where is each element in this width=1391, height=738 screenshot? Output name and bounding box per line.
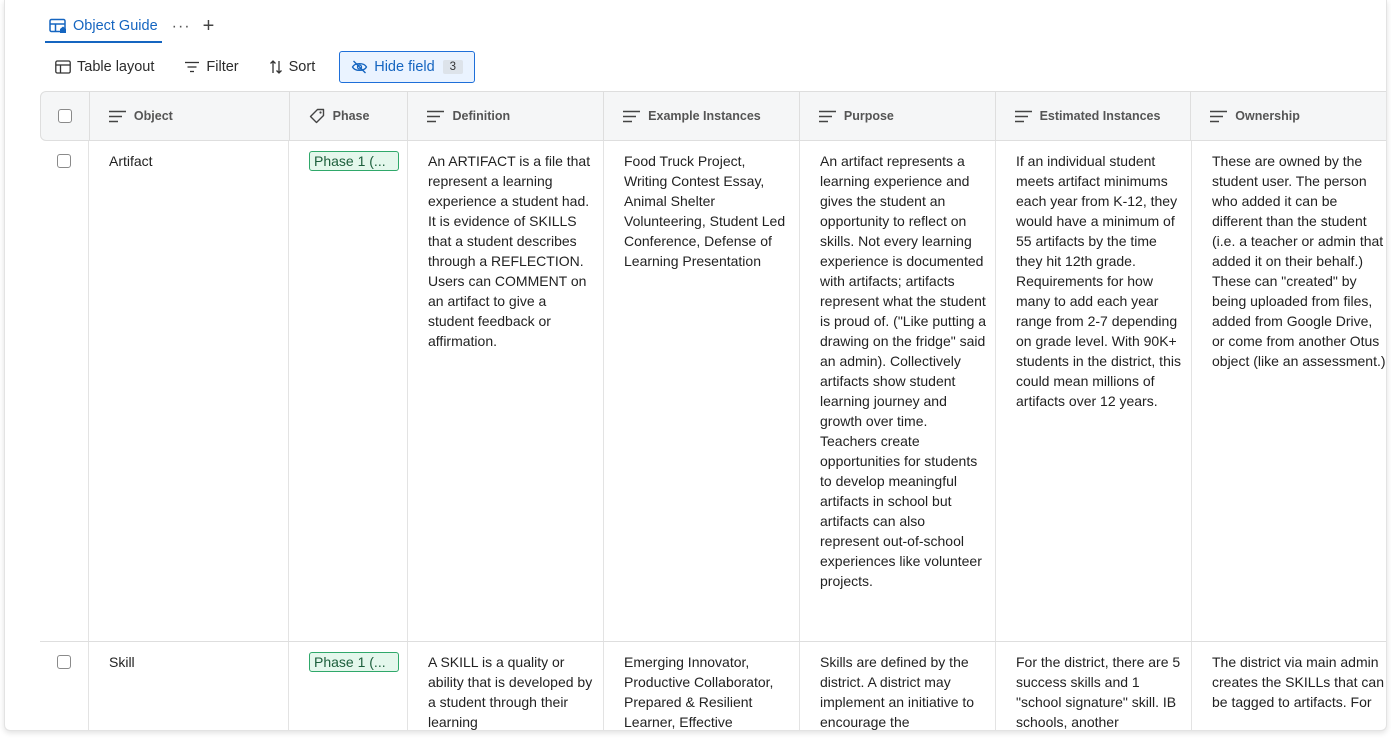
- cell-phase[interactable]: [289, 141, 408, 641]
- row-checkbox[interactable]: [57, 655, 71, 669]
- phase-tag: Phase 1 (...: [309, 652, 399, 672]
- column-label: Estimated Instances: [1039, 109, 1161, 123]
- column-header-phase[interactable]: [290, 92, 409, 140]
- cell-object[interactable]: Artifact: [89, 141, 289, 641]
- column-header-object[interactable]: [90, 92, 290, 140]
- tab-object-guide[interactable]: [45, 10, 162, 43]
- tab-more-options-icon[interactable]: ···: [171, 17, 191, 35]
- table-header: [40, 91, 1387, 141]
- column-label: Object: [133, 109, 173, 123]
- cell-definition[interactable]: A SKILL is a quality or ability that is developed by a student through their learning: [408, 642, 604, 731]
- filter-button[interactable]: [178, 51, 244, 83]
- phase-tag: Phase 1 (...: [309, 151, 399, 171]
- row-select-cell: [40, 141, 89, 641]
- sort-label: Sort: [288, 59, 316, 75]
- select-all-cell: [41, 92, 90, 140]
- text-field-icon: [109, 110, 126, 123]
- sort-icon: [269, 59, 283, 75]
- filter-icon: [184, 61, 200, 73]
- cell-estimated-instances[interactable]: If an individual student meets artifact minimums each year from K-12, they would have a minimum of 55 artifacts by the time they hit 12th grade. Requirements for how many to add each year range from 2-7 depending on grade level. With 90K+ students in the district, this could mean millions of artifacts over 12 years.: [996, 141, 1192, 641]
- column-header-estimated-instances[interactable]: [996, 92, 1192, 140]
- table-layout-icon: [55, 60, 71, 74]
- table-row[interactable]: [40, 141, 1387, 642]
- column-header-example-instances[interactable]: [604, 92, 800, 140]
- row-select-cell: [40, 642, 89, 731]
- hide-field-button[interactable]: [339, 51, 475, 83]
- text-field-icon: [1210, 110, 1227, 123]
- column-header-purpose[interactable]: [800, 92, 996, 140]
- data-table: [40, 91, 1387, 731]
- hide-field-label: Hide field: [374, 59, 435, 75]
- view-tab-bar: [45, 10, 214, 43]
- row-checkbox[interactable]: [57, 154, 71, 168]
- column-label: Ownership: [1235, 109, 1300, 123]
- cell-purpose[interactable]: An artifact represents a learning experience and gives the student an opportunity to reflect on skills. Not every learning experience is documented with artifacts; artifacts represent what the student is proud of. ("Like putting a drawing on the fridge" said an admin). Collectively artifacts show student learning journey and growth over time. Teachers create opportunities for students to develop meaningful artifacts in school but artifacts can also represent out-of-school experiences like volunteer projects.: [800, 141, 996, 641]
- text-field-icon: [427, 110, 444, 123]
- column-label: Definition: [452, 109, 511, 123]
- cell-phase[interactable]: [289, 642, 408, 731]
- cell-ownership[interactable]: These are owned by the student user. The person who added it can be different than the student (i.e. a teacher or admin that added it on their behalf.) These can "created" by being uploaded from files, added from Google Drive, or come from another Otus object (like an assessment.): [1212, 153, 1386, 369]
- table-row[interactable]: [40, 642, 1387, 731]
- filter-label: Filter: [206, 59, 239, 75]
- column-label: Example Instances: [648, 109, 761, 123]
- table-layout-label: Table layout: [77, 59, 155, 75]
- text-field-icon: [1015, 110, 1032, 123]
- cell-purpose[interactable]: Skills are defined by the district. A district may implement an initiative to encourage the: [800, 642, 996, 731]
- text-field-icon: [623, 110, 640, 123]
- table-layout-button[interactable]: [49, 51, 160, 83]
- column-label: Phase: [332, 109, 370, 123]
- select-all-checkbox[interactable]: [58, 109, 72, 123]
- toolbar: [49, 51, 475, 83]
- cell-example-instances[interactable]: Emerging Innovator, Productive Collaborator, Prepared & Resilient Learner, Effective: [604, 642, 800, 731]
- app-window: [4, 0, 1387, 731]
- add-view-button[interactable]: +: [202, 15, 215, 37]
- text-field-icon: [819, 110, 836, 123]
- eye-off-icon: [351, 60, 368, 74]
- column-label: Purpose: [843, 109, 894, 123]
- column-header-ownership[interactable]: [1191, 92, 1387, 140]
- tab-label: Object Guide: [73, 17, 158, 34]
- cell-estimated-instances[interactable]: For the district, there are 5 success skills and 1 "school signature" skill. IB schools, another: [996, 642, 1192, 731]
- sort-button[interactable]: [263, 51, 322, 83]
- tag-field-icon: [309, 108, 325, 124]
- hidden-field-count-badge: 3: [443, 60, 463, 74]
- cell-ownership[interactable]: The district via main admin creates the SKILLs that can be tagged to artifacts. For: [1212, 654, 1384, 710]
- cell-object[interactable]: Skill: [89, 642, 289, 731]
- table-view-icon: [49, 18, 67, 34]
- column-header-definition[interactable]: [408, 92, 604, 140]
- cell-example-instances[interactable]: Food Truck Project, Writing Contest Essay, Animal Shelter Volunteering, Student Led Conference, Defense of Learning Presentation: [604, 141, 800, 641]
- cell-definition[interactable]: An ARTIFACT is a file that represent a learning experience a student had. It is evidence of SKILLS that a student describes through a REFLECTION. Users can COMMENT on an artifact to give a student feedback or affirmation.: [408, 141, 604, 641]
